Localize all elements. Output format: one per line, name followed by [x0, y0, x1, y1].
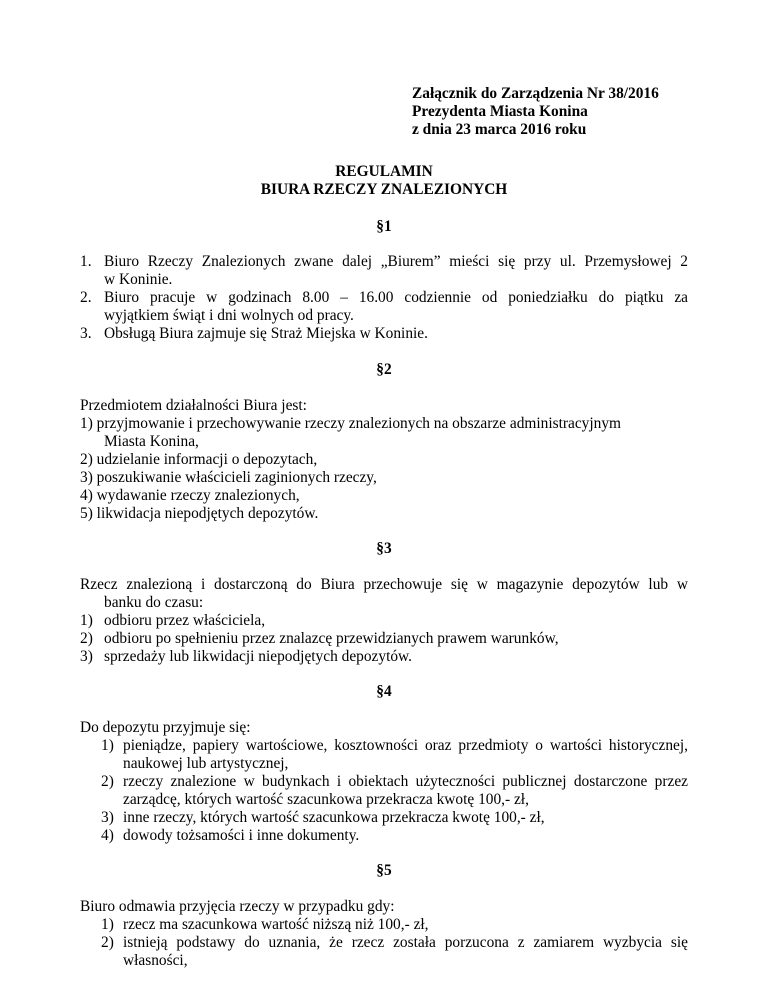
s1-item-3-num: 3.	[80, 325, 92, 342]
s1-item-2-num: 2.	[80, 289, 92, 306]
header-line-2: Prezydenta Miasta Konina	[412, 103, 588, 120]
s4-item-3-num: 3)	[101, 809, 114, 826]
s1-item-1-text-cont: w Koninie.	[104, 271, 173, 288]
s4-item-1-text: pieniądze, papiery wartościowe, kosztowności oraz przedmioty o wartości historycznej,	[123, 737, 688, 754]
s4-item-2-cont: zarządcę, których wartość szacunkowa przekracza kwotę 100,- zł,	[123, 791, 529, 808]
s3-item-1-num: 1)	[80, 612, 93, 629]
s5-item-2-cont: własności,	[123, 952, 188, 969]
s2-item-5: 5) likwidacja niepodjętych depozytów.	[80, 505, 319, 522]
s3-item-1-text: odbioru przez właściciela,	[104, 612, 266, 629]
s4-item-4-text: dowody tożsamości i inne dokumenty.	[123, 827, 360, 844]
title-line-1: REGULAMIN	[335, 163, 433, 180]
s3-item-2-num: 2)	[80, 630, 93, 647]
section-5-heading: §5	[376, 862, 392, 879]
s1-item-3-text: Obsługą Biura zajmuje się Straż Miejska w Koninie.	[104, 325, 428, 342]
header-line-1: Załącznik do Zarządzenia Nr 38/2016	[412, 85, 659, 102]
s4-intro: Do depozytu przyjmuje się:	[80, 719, 251, 736]
s2-intro: Przedmiotem działalności Biura jest:	[80, 397, 307, 414]
s4-item-4-num: 4)	[101, 827, 114, 844]
s2-item-2: 2) udzielanie informacji o depozytach,	[80, 451, 318, 468]
s4-item-1-num: 1)	[101, 737, 114, 754]
s1-item-2-text-cont: wyjątkiem świąt i dni wolnych od pracy.	[104, 307, 354, 324]
s1-item-1-num: 1.	[80, 253, 92, 270]
section-3-heading: §3	[376, 540, 392, 557]
section-1-heading: §1	[376, 218, 392, 235]
s5-item-1-text: rzecz ma szacunkowa wartość niższą niż 100,- zł,	[123, 916, 429, 933]
s4-item-3-text: inne rzeczy, których wartość szacunkowa przekracza kwotę 100,- zł,	[123, 809, 545, 826]
s2-item-1: 1) przyjmowanie i przechowywanie rzeczy znalezionych na obszarze administracyjnym	[80, 415, 621, 432]
s2-item-1-cont: Miasta Konina,	[104, 433, 199, 450]
s2-item-3: 3) poszukiwanie właścicieli zaginionych rzeczy,	[80, 469, 377, 486]
s2-item-4: 4) wydawanie rzeczy znalezionych,	[80, 487, 300, 504]
s3-intro: Rzecz znalezioną i dostarczoną do Biura przechowuje się w magazynie depozytów lub w	[80, 576, 688, 593]
s3-item-3-text: sprzedaży lub likwidacji niepodjętych depozytów.	[104, 648, 412, 665]
s3-item-3-num: 3)	[80, 648, 93, 665]
header-line-3: z dnia 23 marca 2016 roku	[412, 121, 587, 138]
s4-item-2-num: 2)	[101, 773, 114, 790]
section-2-heading: §2	[376, 361, 392, 378]
s5-item-1-num: 1)	[101, 916, 114, 933]
s3-intro-cont: banku do czasu:	[104, 594, 204, 611]
s4-item-1-cont: naukowej lub artystycznej,	[123, 755, 289, 772]
s5-intro: Biuro odmawia przyjęcia rzeczy w przypadku gdy:	[80, 898, 395, 915]
s4-item-2-text: rzeczy znalezione w budynkach i obiektach użyteczności publicznej dostarczone przez	[123, 773, 688, 790]
s5-item-2-text: istnieją podstawy do uznania, że rzecz została porzucona z zamiarem wyzbycia się	[123, 934, 688, 951]
s1-item-1-text: Biuro Rzeczy Znalezionych zwane dalej „Biurem” mieści się przy ul. Przemysłowej 2	[104, 253, 688, 270]
s1-item-2-text: Biuro pracuje w godzinach 8.00 – 16.00 codziennie od poniedziałku do piątku za	[104, 289, 688, 306]
s3-item-2-text: odbioru po spełnieniu przez znalazcę przewidzianych prawem warunków,	[104, 630, 559, 647]
title-line-2: BIURA RZECZY ZNALEZIONYCH	[260, 181, 508, 198]
section-4-heading: §4	[376, 683, 392, 700]
s5-item-2-num: 2)	[101, 934, 114, 951]
